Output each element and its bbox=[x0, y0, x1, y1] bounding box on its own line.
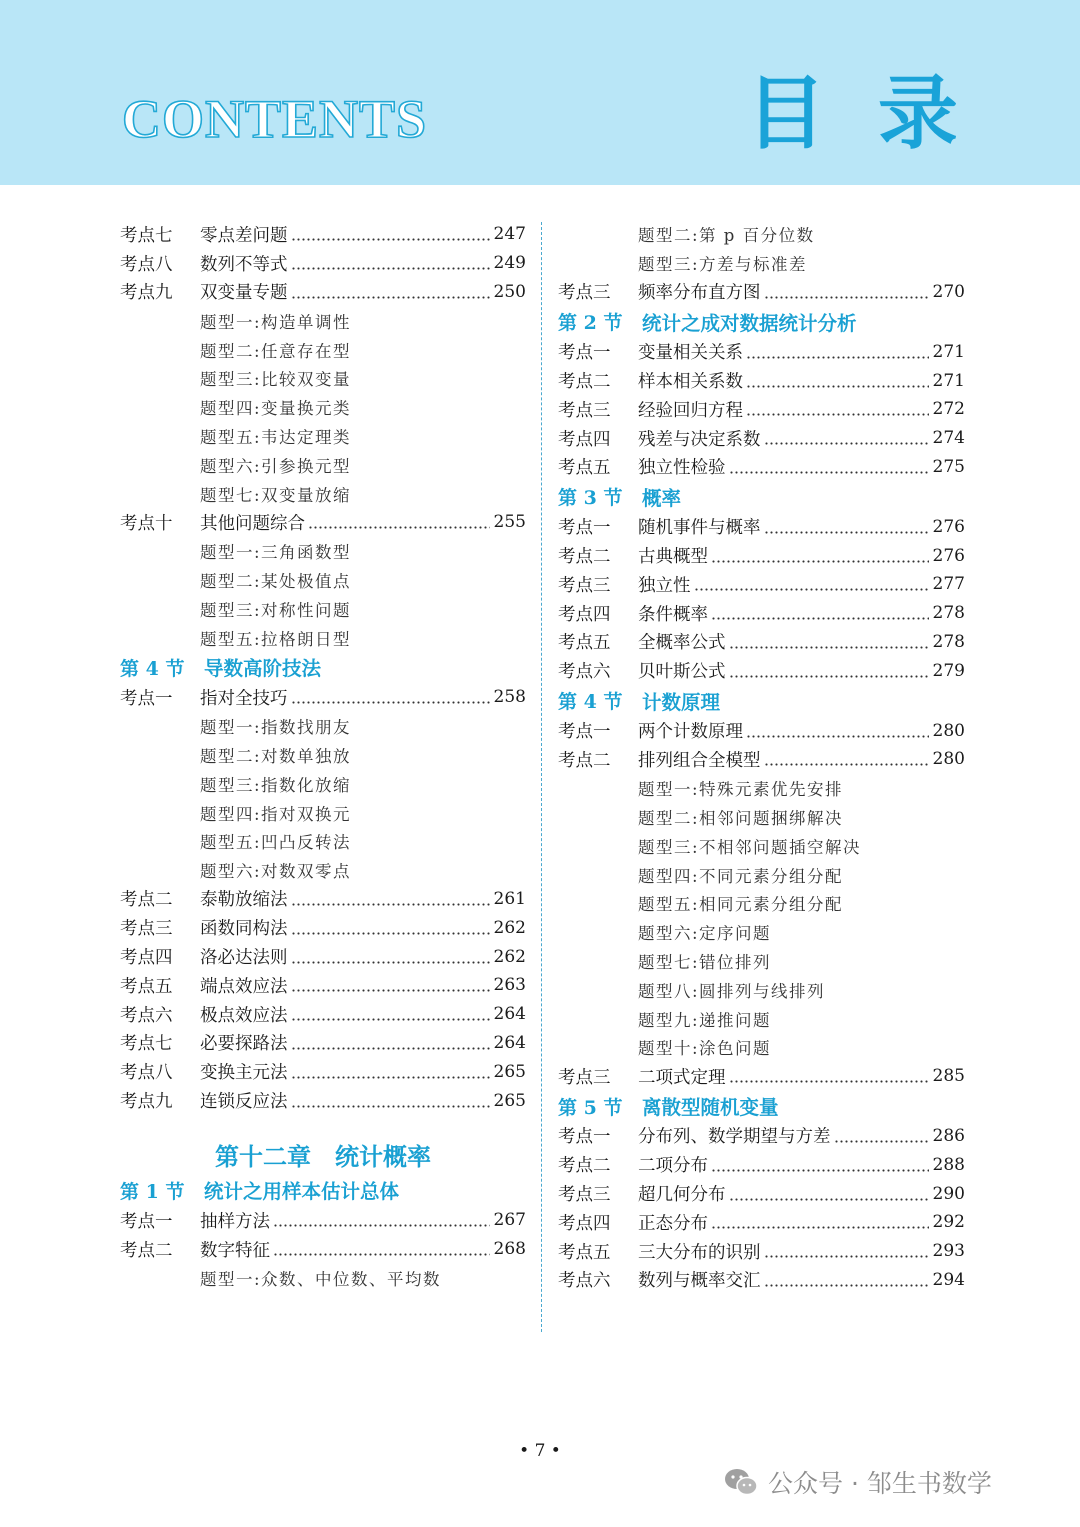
entry-page: 274 bbox=[932, 428, 965, 449]
toc-subentry[interactable]: 题型九:递推问题 bbox=[638, 1010, 772, 1030]
entry-label: 考点二 bbox=[558, 547, 611, 568]
toc-subentry[interactable]: 题型二:相邻问题捆绑解决 bbox=[638, 808, 844, 828]
section-number: 第 4 节 bbox=[558, 691, 623, 714]
toc-entry[interactable] bbox=[558, 570, 965, 599]
leader-dots bbox=[729, 1184, 929, 1204]
entry-title: 贝叶斯公式 bbox=[638, 662, 726, 683]
entry-page: 271 bbox=[932, 370, 965, 391]
entry-title: 经验回归方程 bbox=[638, 400, 743, 421]
entry-page: 261 bbox=[493, 888, 526, 909]
entry-page: 276 bbox=[932, 545, 965, 566]
leader-dots bbox=[729, 632, 929, 652]
toc-entry[interactable] bbox=[120, 683, 526, 712]
entry-title: 条件概率 bbox=[638, 604, 708, 625]
entry-page: 258 bbox=[493, 687, 526, 708]
entry-title: 泰勒放缩法 bbox=[200, 890, 288, 911]
leader-dots bbox=[291, 975, 490, 995]
entry-page: 276 bbox=[932, 516, 965, 537]
section-title: 概率 bbox=[642, 486, 682, 510]
wechat-icon bbox=[724, 1467, 758, 1497]
entry-label: 考点二 bbox=[120, 890, 173, 911]
entry-title: 洛必达法则 bbox=[200, 948, 288, 969]
leader-dots bbox=[764, 517, 929, 537]
entry-title: 数列与概率交汇 bbox=[638, 1271, 761, 1292]
entry-label: 考点三 bbox=[558, 575, 611, 596]
entry-label: 考点一 bbox=[120, 1211, 173, 1232]
entry-title: 零点差问题 bbox=[200, 225, 288, 246]
toc-entry[interactable] bbox=[120, 971, 526, 1000]
page-number: • 7 • bbox=[519, 1441, 561, 1461]
leader-dots bbox=[711, 1155, 929, 1175]
entry-page: 290 bbox=[932, 1183, 965, 1204]
toc-subentry[interactable]: 题型一:三角函数型 bbox=[200, 543, 352, 563]
leader-dots bbox=[746, 399, 929, 419]
entry-label: 考点一 bbox=[120, 688, 173, 709]
entry-title: 极点效应法 bbox=[200, 1005, 288, 1026]
entry-title: 必要探路法 bbox=[200, 1034, 288, 1055]
entry-title: 排列组合全模型 bbox=[638, 750, 761, 771]
leader-dots bbox=[764, 1241, 929, 1261]
toc-entry[interactable] bbox=[558, 1208, 965, 1237]
entry-title: 随机事件与概率 bbox=[638, 518, 761, 539]
entry-label: 考点八 bbox=[120, 254, 173, 275]
leader-dots bbox=[291, 1091, 490, 1111]
entry-title: 指对全技巧 bbox=[200, 688, 288, 709]
entry-label: 考点一 bbox=[558, 518, 611, 539]
entry-title: 变量相关关系 bbox=[638, 343, 743, 364]
entry-page: 263 bbox=[493, 975, 526, 996]
entry-title: 二项式定理 bbox=[638, 1067, 726, 1088]
leader-dots bbox=[746, 342, 929, 362]
entry-label: 考点五 bbox=[558, 458, 611, 479]
leader-dots bbox=[291, 1004, 490, 1024]
entry-page: 270 bbox=[932, 281, 965, 302]
toc-entry[interactable] bbox=[120, 220, 526, 249]
toc-subentry[interactable]: 题型八:圆排列与线排列 bbox=[638, 981, 826, 1001]
entry-page: 262 bbox=[493, 917, 526, 938]
column-divider bbox=[541, 222, 542, 1332]
leader-dots bbox=[711, 546, 929, 566]
entry-page: 286 bbox=[932, 1125, 965, 1146]
toc-subentry[interactable]: 题型五:拉格朗日型 bbox=[200, 629, 352, 649]
toc-entry[interactable] bbox=[120, 1057, 526, 1086]
toc-subentry[interactable]: 题型五:韦达定理类 bbox=[200, 427, 352, 447]
chapter-heading[interactable] bbox=[120, 1135, 526, 1175]
toc-entry[interactable] bbox=[558, 424, 965, 453]
entry-label: 考点六 bbox=[558, 1271, 611, 1292]
entry-page: 293 bbox=[932, 1241, 965, 1262]
toc-left-column bbox=[120, 220, 526, 1292]
entry-label: 考点五 bbox=[558, 633, 611, 654]
entry-title: 连锁反应法 bbox=[200, 1092, 288, 1112]
toc-entry[interactable] bbox=[558, 1062, 965, 1091]
contents-heading: CONTENTS bbox=[122, 89, 428, 149]
toc-entry[interactable] bbox=[558, 1150, 965, 1179]
entry-label: 考点八 bbox=[120, 1063, 173, 1084]
entry-title: 双变量专题 bbox=[200, 283, 288, 304]
entry-label: 考点七 bbox=[120, 225, 173, 246]
entry-page: 278 bbox=[932, 603, 965, 624]
entry-title: 抽样方法 bbox=[200, 1211, 270, 1232]
entry-label: 考点二 bbox=[558, 1156, 611, 1177]
entry-title: 古典概型 bbox=[638, 547, 708, 568]
entry-label: 考点二 bbox=[120, 1240, 173, 1261]
toc-subentry[interactable]: 题型六:对数双零点 bbox=[200, 862, 352, 882]
toc-entry[interactable] bbox=[120, 1235, 526, 1264]
toc-entry[interactable] bbox=[558, 745, 965, 774]
spacer bbox=[120, 1115, 526, 1135]
entry-label: 考点三 bbox=[558, 400, 611, 421]
toc-subentry[interactable]: 题型二:对数单独放 bbox=[200, 746, 352, 766]
toc-subentry[interactable]: 题型三:方差与标准差 bbox=[638, 255, 808, 275]
entry-label: 考点三 bbox=[120, 919, 173, 940]
toc-entry[interactable] bbox=[120, 942, 526, 971]
chapter-title: 第十二章 统计概率 bbox=[215, 1142, 431, 1172]
toc-subentry[interactable]: 题型三:不相邻问题插空解决 bbox=[638, 837, 862, 857]
section-title: 导数高阶技法 bbox=[204, 657, 322, 681]
toc-entry[interactable] bbox=[120, 1206, 526, 1235]
header-banner bbox=[0, 0, 1080, 185]
entry-title: 端点效应法 bbox=[200, 976, 288, 997]
entry-page: 272 bbox=[932, 399, 965, 420]
entry-label: 考点一 bbox=[558, 722, 611, 743]
toc-subentry[interactable]: 题型十:涂色问题 bbox=[638, 1039, 772, 1059]
entry-title: 数列不等式 bbox=[200, 254, 288, 275]
section-heading[interactable] bbox=[120, 1175, 526, 1206]
leader-dots bbox=[764, 282, 929, 302]
entry-label: 考点五 bbox=[558, 1242, 611, 1263]
toc-entry[interactable] bbox=[558, 453, 965, 482]
entry-title: 超几何分布 bbox=[638, 1185, 726, 1205]
toc-subentry[interactable]: 题型二:第 p 百分位数 bbox=[638, 226, 815, 246]
entry-label: 考点四 bbox=[120, 948, 173, 969]
toc-entry[interactable] bbox=[120, 1029, 526, 1058]
entry-label: 考点二 bbox=[558, 750, 611, 771]
toc-entry[interactable] bbox=[558, 1237, 965, 1266]
section-title: 计数原理 bbox=[642, 690, 721, 714]
leader-dots bbox=[834, 1126, 929, 1146]
entry-label: 考点五 bbox=[120, 976, 173, 997]
entry-label: 考点四 bbox=[558, 604, 611, 625]
entry-label: 考点四 bbox=[558, 1213, 611, 1234]
entry-title: 残差与决定系数 bbox=[638, 429, 761, 450]
section-title: 离散型随机变量 bbox=[642, 1096, 779, 1120]
entry-page: 294 bbox=[932, 1269, 965, 1290]
section-number: 第 5 节 bbox=[558, 1096, 623, 1119]
toc-entry[interactable] bbox=[558, 599, 965, 628]
entry-page: 292 bbox=[932, 1212, 965, 1233]
entry-label: 考点十 bbox=[120, 513, 173, 534]
watermark-text: 公众号 · 邹生书数学 bbox=[768, 1469, 992, 1498]
section-number: 第 4 节 bbox=[120, 657, 185, 680]
toc-entry[interactable] bbox=[120, 913, 526, 942]
toc-right-column bbox=[558, 220, 965, 1294]
toc-subentry[interactable]: 题型一:指数找朋友 bbox=[200, 718, 352, 738]
leader-dots bbox=[764, 1270, 929, 1290]
entry-page: 288 bbox=[932, 1154, 965, 1175]
toc-subentry[interactable]: 题型四:变量换元类 bbox=[200, 399, 352, 419]
toc-entry[interactable] bbox=[558, 1179, 965, 1208]
leader-dots bbox=[273, 1210, 490, 1230]
toc-subentry[interactable]: 题型五:凹凸反转法 bbox=[200, 833, 352, 853]
toc-subentry[interactable]: 题型三:对称性问题 bbox=[200, 600, 352, 620]
entry-title: 全概率公式 bbox=[638, 633, 726, 654]
section-number: 第 1 节 bbox=[120, 1180, 185, 1203]
entry-page: 247 bbox=[493, 224, 526, 245]
leader-dots bbox=[291, 947, 490, 967]
entry-page: 278 bbox=[932, 631, 965, 652]
entry-title: 独立性 bbox=[638, 575, 691, 596]
toc-subentry[interactable]: 题型七:错位排列 bbox=[638, 952, 772, 972]
entry-title: 函数同构法 bbox=[200, 919, 288, 940]
entry-page: 285 bbox=[932, 1066, 965, 1087]
entry-page: 264 bbox=[493, 1004, 526, 1025]
leader-dots bbox=[746, 371, 929, 391]
leader-dots bbox=[729, 457, 929, 477]
toc-entry[interactable] bbox=[120, 1000, 526, 1029]
entry-page: 249 bbox=[493, 253, 526, 274]
entry-label: 考点一 bbox=[558, 1127, 611, 1148]
entry-title: 二项分布 bbox=[638, 1156, 708, 1177]
leader-dots bbox=[764, 428, 929, 448]
section-title: 统计之成对数据统计分析 bbox=[642, 311, 857, 335]
entry-page: 280 bbox=[932, 720, 965, 741]
entry-page: 279 bbox=[932, 660, 965, 681]
entry-page: 275 bbox=[932, 456, 965, 477]
section-number: 第 3 节 bbox=[558, 487, 623, 510]
toc-subentry[interactable]: 题型七:双变量放缩 bbox=[200, 485, 352, 505]
leader-dots bbox=[291, 889, 490, 909]
toc-entry[interactable] bbox=[558, 716, 965, 745]
leader-dots bbox=[729, 661, 929, 681]
toc-subentry[interactable]: 题型三:比较双变量 bbox=[200, 370, 352, 390]
section-heading[interactable] bbox=[558, 685, 965, 716]
section-number: 第 2 节 bbox=[558, 312, 623, 335]
toc-entry[interactable] bbox=[558, 656, 965, 685]
leader-dots bbox=[291, 918, 490, 938]
section-heading[interactable] bbox=[558, 481, 965, 512]
leader-dots bbox=[291, 1062, 490, 1082]
entry-page: 255 bbox=[493, 512, 526, 533]
entry-label: 考点二 bbox=[558, 372, 611, 393]
entry-page: 267 bbox=[493, 1210, 526, 1231]
entry-page: 262 bbox=[493, 946, 526, 967]
leader-dots bbox=[308, 512, 490, 532]
watermark bbox=[724, 1462, 992, 1502]
leader-dots bbox=[291, 687, 490, 707]
toc-subentry[interactable]: 题型四:不同元素分组分配 bbox=[638, 866, 844, 886]
entry-title: 三大分布的识别 bbox=[638, 1242, 761, 1263]
toc-subentry[interactable]: 题型一:特殊元素优先安排 bbox=[638, 780, 844, 800]
section-heading[interactable] bbox=[558, 1091, 965, 1122]
toc-entry[interactable] bbox=[558, 278, 965, 307]
leader-dots bbox=[711, 1212, 929, 1232]
entry-label: 考点四 bbox=[558, 429, 611, 450]
entry-title: 两个计数原理 bbox=[638, 722, 743, 743]
toc-subentry[interactable]: 题型一:众数、中位数、平均数 bbox=[200, 1269, 442, 1289]
entry-title: 正态分布 bbox=[638, 1213, 708, 1234]
toc-subentry[interactable]: 题型二:某处极值点 bbox=[200, 571, 352, 591]
entry-title: 分布列、数学期望与方差 bbox=[638, 1127, 831, 1148]
section-heading[interactable] bbox=[558, 306, 965, 337]
entry-title: 频率分布直方图 bbox=[638, 283, 761, 304]
toc-entry[interactable] bbox=[120, 278, 526, 307]
toc-entry[interactable] bbox=[558, 512, 965, 541]
leader-dots bbox=[711, 603, 929, 623]
leader-dots bbox=[291, 224, 490, 244]
leader-dots bbox=[291, 1033, 490, 1053]
toc-entry[interactable] bbox=[120, 885, 526, 914]
entry-page: 280 bbox=[932, 749, 965, 770]
toc-subentry[interactable]: 题型三:指数化放缩 bbox=[200, 775, 352, 795]
entry-page: 268 bbox=[493, 1239, 526, 1260]
entry-label: 考点六 bbox=[120, 1005, 173, 1026]
entry-page: 265 bbox=[493, 1090, 526, 1111]
toc-subentry[interactable]: 题型六:引参换元型 bbox=[200, 456, 352, 476]
entry-page: 265 bbox=[493, 1061, 526, 1082]
entry-page: 250 bbox=[493, 281, 526, 302]
toc-subentry[interactable]: 题型二:任意存在型 bbox=[200, 341, 352, 361]
toc-entry[interactable] bbox=[558, 1266, 965, 1295]
leader-dots bbox=[764, 749, 929, 769]
toc-subentry[interactable]: 题型六:定序问题 bbox=[638, 924, 772, 944]
toc-entry[interactable] bbox=[120, 508, 526, 537]
entry-label: 考点六 bbox=[558, 662, 611, 683]
entry-title: 其他问题综合 bbox=[200, 513, 305, 534]
toc-entry[interactable] bbox=[558, 366, 965, 395]
entry-page: 271 bbox=[932, 341, 965, 362]
toc-subentry[interactable]: 题型四:指对双换元 bbox=[200, 804, 352, 824]
page-title: 目 录 bbox=[746, 67, 970, 160]
entry-label: 考点三 bbox=[558, 1185, 611, 1205]
entry-label: 考点七 bbox=[120, 1034, 173, 1055]
toc-entry[interactable] bbox=[558, 395, 965, 424]
leader-dots bbox=[729, 1066, 929, 1086]
toc-subentry[interactable]: 题型一:构造单调性 bbox=[200, 312, 352, 332]
entry-title: 数字特征 bbox=[200, 1240, 270, 1261]
section-title: 统计之用样本估计总体 bbox=[204, 1180, 400, 1204]
entry-label: 考点一 bbox=[558, 343, 611, 364]
entry-label: 考点三 bbox=[558, 283, 611, 304]
entry-page: 277 bbox=[932, 574, 965, 595]
leader-dots bbox=[291, 253, 490, 273]
toc-entry[interactable] bbox=[558, 1122, 965, 1151]
section-heading[interactable] bbox=[120, 652, 526, 683]
entry-title: 变换主元法 bbox=[200, 1063, 288, 1084]
toc-entry[interactable] bbox=[558, 628, 965, 657]
leader-dots bbox=[291, 282, 490, 302]
toc-subentry[interactable]: 题型五:相同元素分组分配 bbox=[638, 895, 844, 915]
toc-entry[interactable] bbox=[558, 541, 965, 570]
entry-title: 独立性检验 bbox=[638, 458, 726, 479]
entry-label: 考点九 bbox=[120, 283, 173, 304]
entry-title: 样本相关系数 bbox=[638, 372, 743, 393]
leader-dots bbox=[694, 574, 929, 594]
toc-entry[interactable] bbox=[120, 249, 526, 278]
entry-label: 考点三 bbox=[558, 1067, 611, 1088]
toc-entry[interactable] bbox=[120, 1086, 526, 1115]
leader-dots bbox=[273, 1239, 490, 1259]
toc-entry[interactable] bbox=[558, 337, 965, 366]
entry-label: 考点九 bbox=[120, 1092, 173, 1112]
entry-page: 264 bbox=[493, 1032, 526, 1053]
leader-dots bbox=[746, 721, 929, 741]
